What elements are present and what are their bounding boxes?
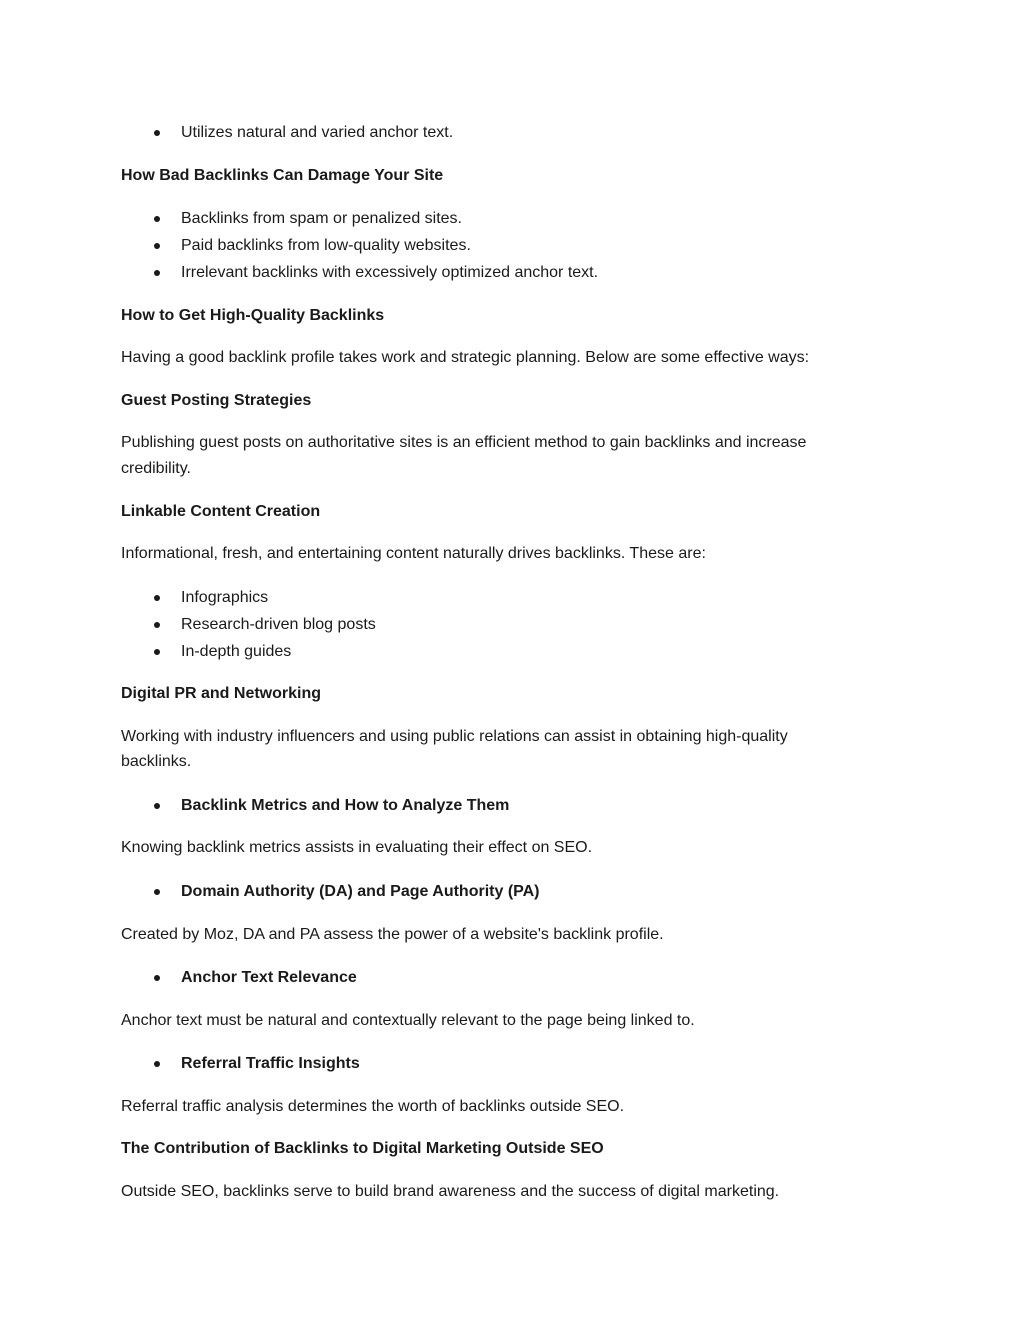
bullet-icon: [154, 803, 160, 809]
bullet-icon: [154, 649, 160, 655]
list-item: Infographics: [181, 589, 269, 606]
bullet-icon: [154, 889, 160, 895]
list-item: Irrelevant backlinks with excessively optimized anchor text.: [181, 264, 599, 281]
list-item: Backlinks from spam or penalized sites.: [181, 210, 462, 227]
paragraph: Publishing guest posts on authoritative sites is an efficient method to gain backlinks and increase: [121, 434, 807, 451]
paragraph: Anchor text must be natural and contextually relevant to the page being linked to.: [121, 1012, 695, 1029]
section-heading: Guest Posting Strategies: [121, 392, 312, 409]
bullet-icon: [154, 622, 160, 628]
paragraph: Outside SEO, backlinks serve to build brand awareness and the success of digital marketing.: [121, 1183, 780, 1200]
list-item: Research-driven blog posts: [181, 616, 376, 633]
bullet-heading: Referral Traffic Insights: [181, 1055, 360, 1072]
list-item: In-depth guides: [181, 643, 292, 660]
bullet-icon: [154, 130, 160, 136]
paragraph: Knowing backlink metrics assists in evaluating their effect on SEO.: [121, 839, 593, 856]
bullet-icon: [154, 270, 160, 276]
section-heading: How Bad Backlinks Can Damage Your Site: [121, 167, 444, 184]
paragraph: Having a good backlink profile takes work and strategic planning. Below are some effective ways:: [121, 349, 810, 366]
paragraph: Working with industry influencers and using public relations can assist in obtaining high-quality: [121, 728, 788, 745]
paragraph: Referral traffic analysis determines the worth of backlinks outside SEO.: [121, 1098, 625, 1115]
list-item: Paid backlinks from low-quality websites.: [181, 237, 471, 254]
bullet-icon: [154, 216, 160, 222]
section-heading: Linkable Content Creation: [121, 503, 321, 520]
paragraph: credibility.: [121, 460, 191, 477]
paragraph: Informational, fresh, and entertaining content naturally drives backlinks. These are:: [121, 545, 706, 562]
section-heading: The Contribution of Backlinks to Digital Marketing Outside SEO: [121, 1140, 604, 1157]
bullet-icon: [154, 975, 160, 981]
bullet-icon: [154, 1061, 160, 1067]
list-item: Utilizes natural and varied anchor text.: [181, 124, 454, 141]
section-heading: Digital PR and Networking: [121, 685, 322, 702]
bullet-icon: [154, 243, 160, 249]
bullet-heading: Backlink Metrics and How to Analyze Them: [181, 797, 510, 814]
bullet-heading: Anchor Text Relevance: [181, 969, 357, 986]
section-heading: How to Get High-Quality Backlinks: [121, 307, 385, 324]
paragraph: Created by Moz, DA and PA assess the power of a website's backlink profile.: [121, 926, 664, 943]
bullet-icon: [154, 595, 160, 601]
bullet-heading: Domain Authority (DA) and Page Authority (PA): [181, 883, 540, 900]
paragraph: backlinks.: [121, 753, 192, 770]
